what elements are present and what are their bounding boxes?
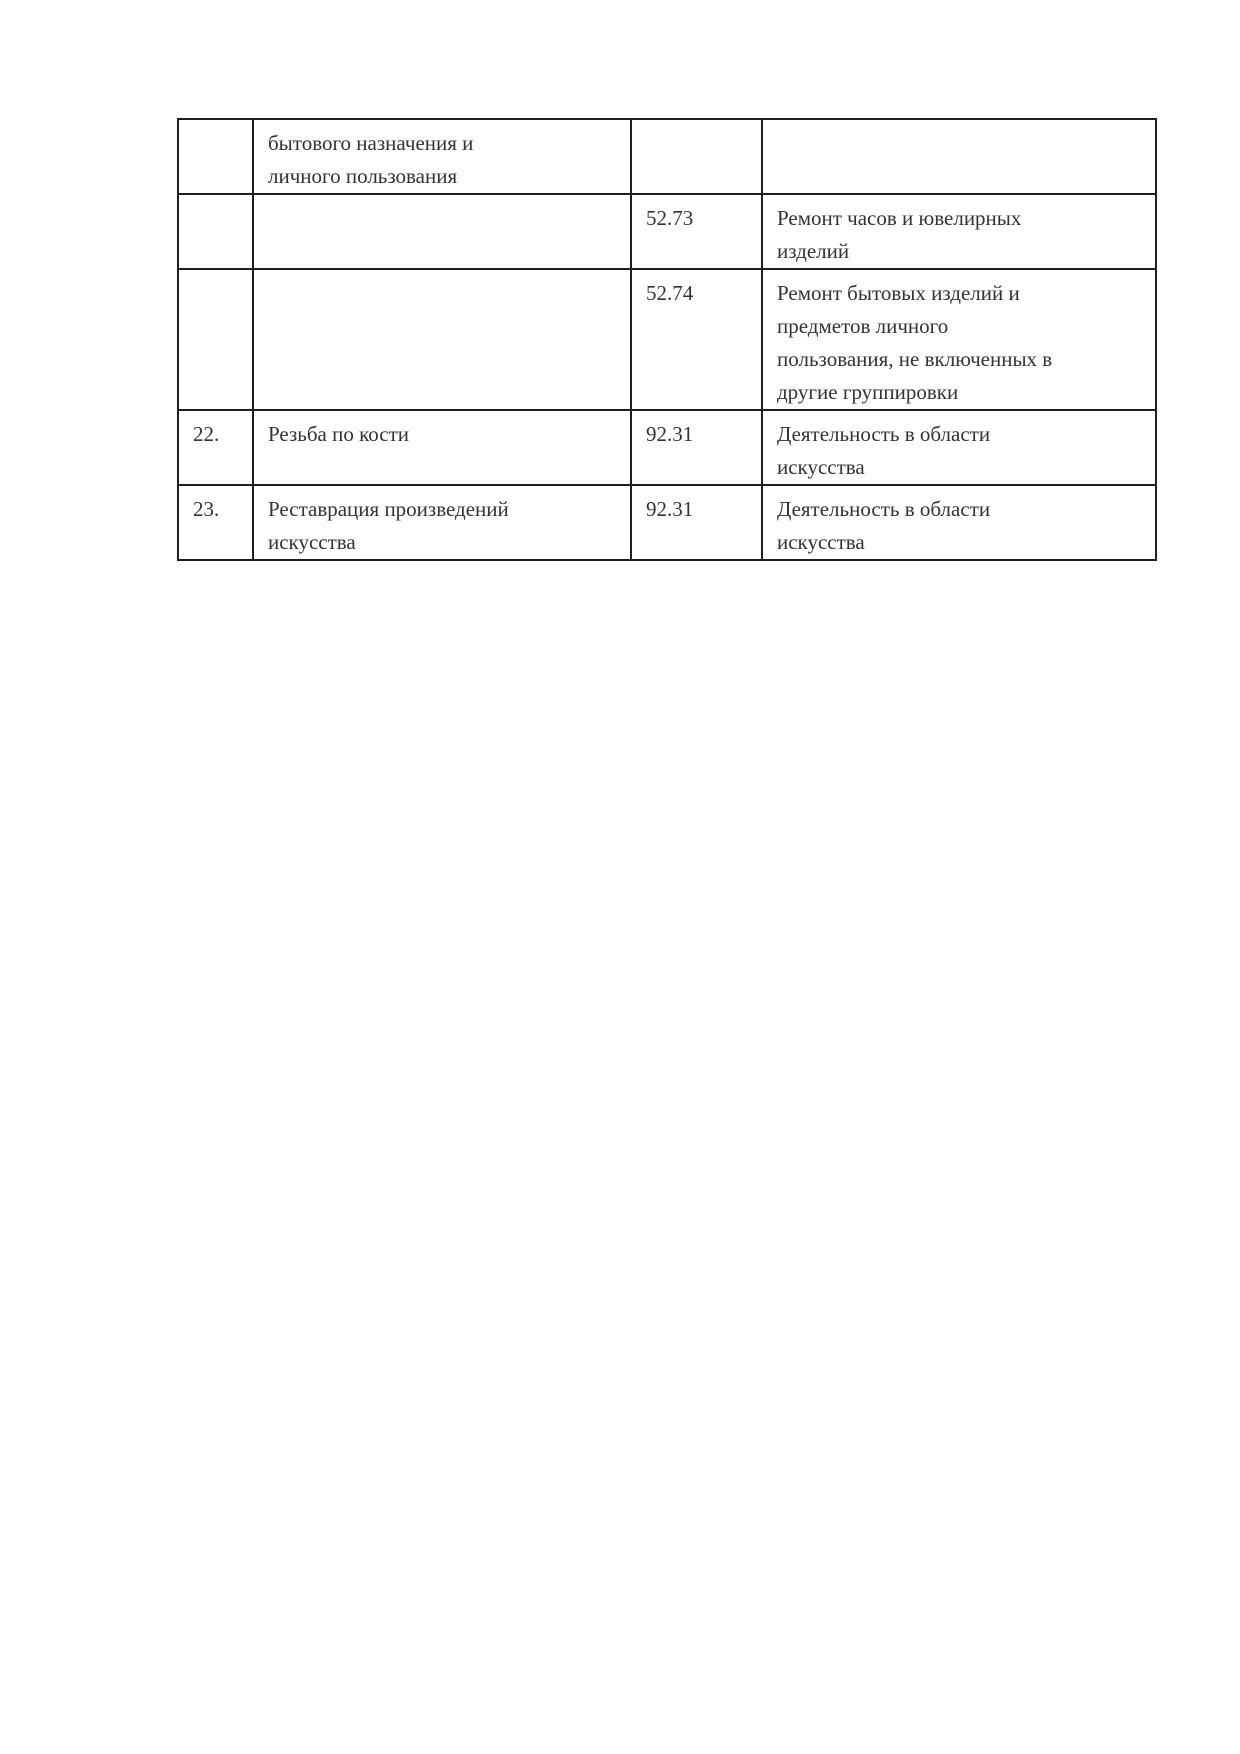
row-number-cell <box>178 119 253 194</box>
row-number-cell <box>178 194 253 269</box>
description-line: Деятельность в области <box>777 422 991 446</box>
code-cell: 52.73 <box>631 194 762 269</box>
description-line: Ремонт часов и ювелирных <box>777 206 1022 230</box>
code-cell: 92.31 <box>631 485 762 560</box>
table-row <box>178 269 1156 410</box>
description-cell <box>762 194 1156 269</box>
table-row <box>178 485 1156 560</box>
code-cell: 52.74 <box>631 269 762 410</box>
table-row <box>178 119 1156 194</box>
code-cell <box>631 119 762 194</box>
activity-name-line: искусства <box>268 530 356 554</box>
activity-name-cell <box>253 119 631 194</box>
description-cell <box>762 485 1156 560</box>
description-line: искусства <box>777 455 865 479</box>
activity-table <box>177 118 1157 561</box>
activity-name-line: бытового назначения и <box>268 131 474 155</box>
description-line: Деятельность в области <box>777 497 991 521</box>
description-cell <box>762 269 1156 410</box>
description-line: изделий <box>777 239 850 263</box>
activity-name-line: Резьба по кости <box>268 422 409 446</box>
activity-name-line: личного пользования <box>268 164 458 188</box>
description-line: предметов личного <box>777 314 949 338</box>
activity-name-cell <box>253 269 631 410</box>
activity-name-cell <box>253 410 631 485</box>
description-line: Ремонт бытовых изделий и <box>777 281 1020 305</box>
description-cell <box>762 119 1156 194</box>
table-row <box>178 410 1156 485</box>
description-line: искусства <box>777 530 865 554</box>
row-number-cell: 22. <box>178 410 253 485</box>
description-line: другие группировки <box>777 380 959 404</box>
activity-name-cell <box>253 485 631 560</box>
activity-name-cell <box>253 194 631 269</box>
activity-name-line: Реставрация произведений <box>268 497 509 521</box>
row-number-cell: 23. <box>178 485 253 560</box>
table-row <box>178 194 1156 269</box>
row-number-cell <box>178 269 253 410</box>
description-line: пользования, не включенных в <box>777 347 1053 371</box>
description-cell <box>762 410 1156 485</box>
code-cell: 92.31 <box>631 410 762 485</box>
